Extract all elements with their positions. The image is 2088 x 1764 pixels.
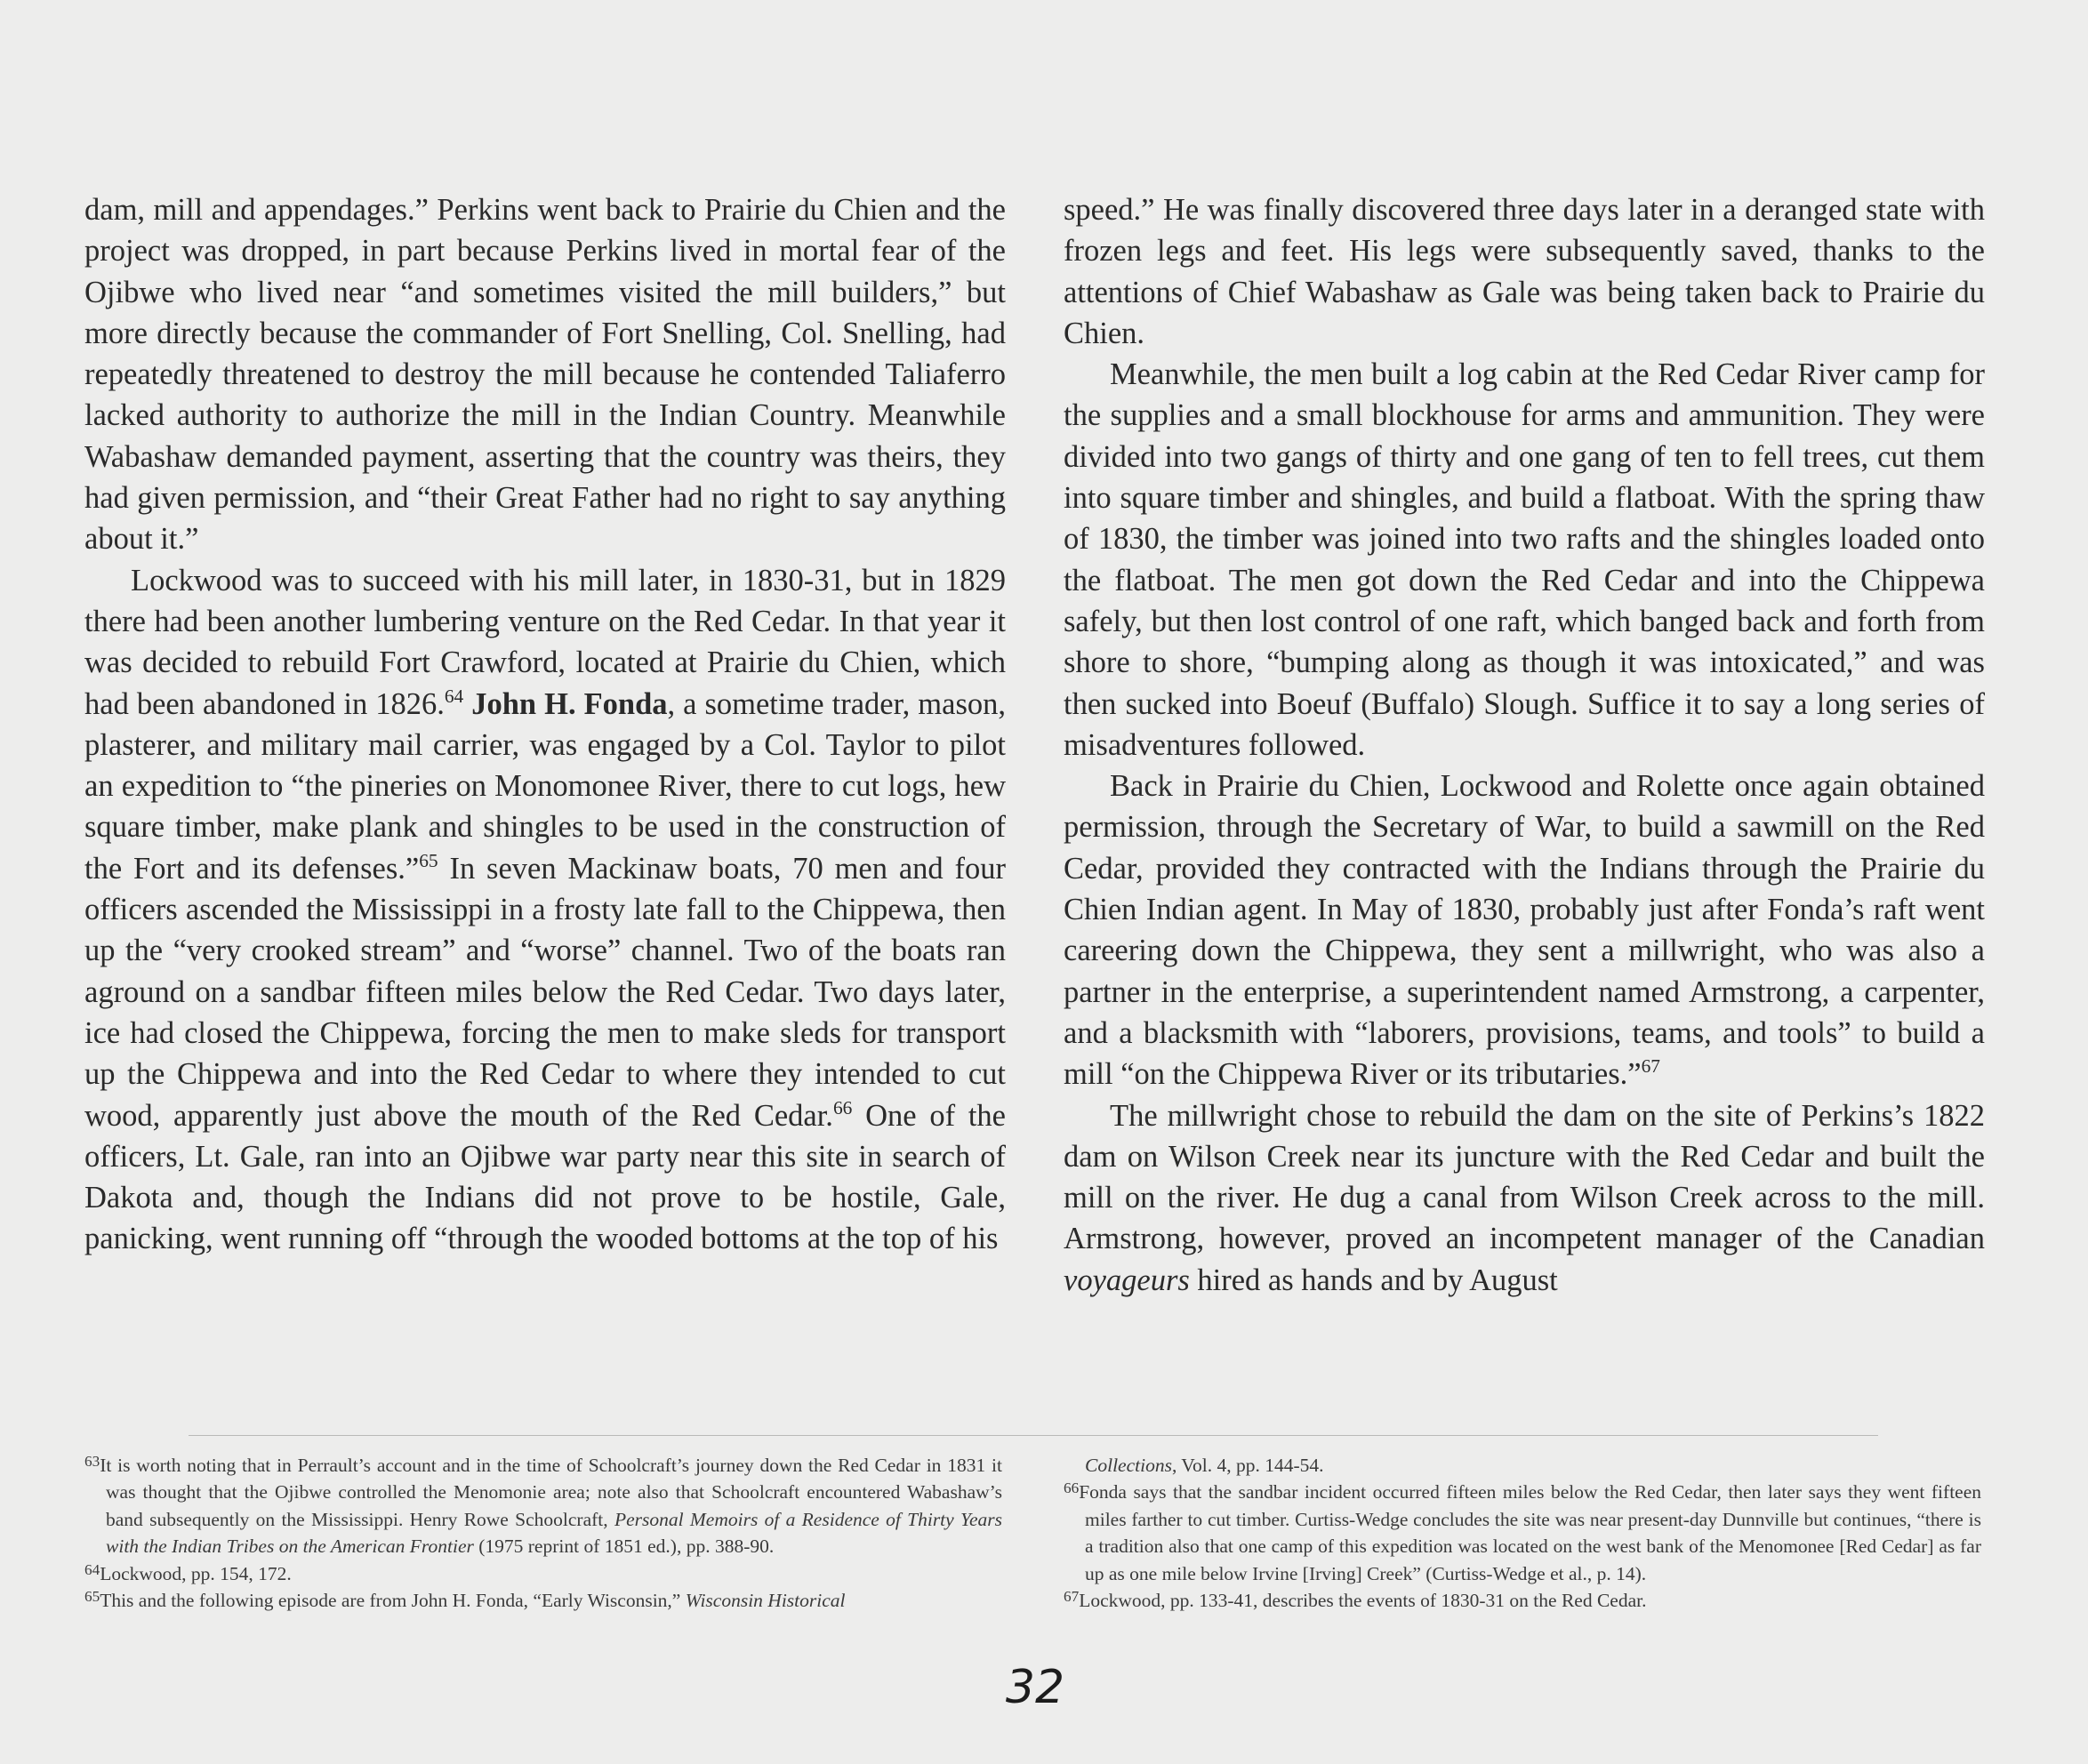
footnote-text: , Vol. 4, pp. 144-54. xyxy=(1171,1455,1324,1476)
paragraph-text: Back in Prairie du Chien, Lockwood and Rolette once again obtained permission, through the Secretary of War, to build a sawmill on the Red Cedar, provided they contracted with the Indians through the Prairie du Chien Indian agent. In May of 1830, probably just after Fonda’s raft went careering down the Chippewa, they sent a millwright, who was also a partner in the enterprise, a superintendent named Armstrong, a carpenter, and a blacksmith with “laborers, provisions, teams, and tools” to build a mill “on the Chippewa River or its tributaries.” xyxy=(1064,769,1985,1092)
italic-term: voyageurs xyxy=(1064,1263,1190,1297)
footnote-number: 63 xyxy=(84,1452,100,1470)
footnote-number: 65 xyxy=(84,1588,100,1606)
paragraph-text: One of the officers, Lt. Gale, ran into an Ojibwe war party near this site in search of Dakota and, though the Indians did not prove to be hostile, Gale, panicking, went running off “through the wooded bottoms at the top of his xyxy=(84,1098,1006,1256)
footnote-reference: 65 xyxy=(419,849,438,871)
paragraph-text: Lockwood was to succeed with his mill later, in 1830-31, but in 1829 there had been another lumbering venture on the Red Cedar. In that year it was decided to rebuild Fort Crawford, located at Prairie du Chien, which had been abandoned in 1826. xyxy=(84,563,1006,721)
footnote-reference: 64 xyxy=(444,685,464,707)
paragraph-text: In seven Mackinaw boats, 70 men and four officers ascended the Mississippi in a frosty late fall to the Chippewa, then up the “very crooked stream” and “worse” channel. Two of the boats ran aground on a sandbar fifteen miles below the Red Cedar. Two days later, ice had closed the Chippewa, forcing the men to make sleds for transport up the Chippewa and into the Red Cedar to where they intended to cut wood, apparently just above the mouth of the Red Cedar. xyxy=(84,851,1006,1133)
right-text-column xyxy=(1064,189,1985,1301)
body-paragraph: dam, mill and appendages.” Perkins went back to Prairie du Chien and the project was dropped, in part because Perkins lived in mortal fear of the Ojibwe who lived near “and sometimes visited the mill builders,” but more directly because the commander of Fort Snelling, Col. Snelling, had repeatedly threatened to destroy the mill because he contended Taliaferro lacked authority to authorize the mill in the Indian Country. Meanwhile Wabashaw demanded payment, asserting that the country was theirs, they had given permission, and “their Great Father had no right to say anything about it.” xyxy=(84,193,1006,557)
footnotes-left xyxy=(84,1452,1002,1614)
footnote-64 xyxy=(84,1560,1002,1587)
footnote-text: This and the following episode are from John H. Fonda, “Early Wisconsin,” xyxy=(100,1590,686,1612)
footnote-title: Collections xyxy=(1085,1455,1172,1476)
paragraph-text: hired as hands and by August xyxy=(1189,1263,1558,1297)
body-paragraph xyxy=(1064,766,1985,1094)
paragraph-text: The millwright chose to rebuild the dam on the site of Perkins’s 1822 dam on Wilson Creek near its juncture with the Red Cedar and built the mill on the river. He dug a canal from Wilson Creek across to the mill. Armstrong, however, proved an incompetent manager of the Canadian xyxy=(1064,1098,1985,1256)
footnote-title: Wisconsin Historical xyxy=(685,1590,846,1612)
footnote-63 xyxy=(84,1452,1002,1560)
body-paragraph xyxy=(84,560,1006,1260)
footnote-text: It is worth noting that in Perrault’s account and in the time of Schoolcraft’s journey down the Red Cedar in 1831 it was thought that the Ojibwe controlled the Menomonie area; note also that Schoolcraft encountered Wabashaw’s band subsequently on the Mississippi. Henry Rowe Schoolcraft, xyxy=(100,1455,1002,1530)
footnote-reference: 66 xyxy=(832,1096,853,1119)
body-paragraph xyxy=(1064,1095,1985,1301)
footnote-title: Personal Memoirs of a Residence of Thirty Years with the Indian Tribes on the American Frontier xyxy=(106,1508,1003,1558)
footnote-text: Lockwood, pp. 154, 172. xyxy=(100,1562,292,1584)
footnote-65 xyxy=(84,1587,1002,1614)
body-paragraph: Meanwhile, the men built a log cabin at the Red Cedar River camp for the supplies and a small blockhouse for arms and ammunition. They were divided into two gangs of thirty and one gang of ten to fell trees, cut them into square timber and shingles, and build a flatboat. With the spring thaw of 1830, the timber was joined into two rafts and the shingles loaded onto the flatboat. The men got down the Red Cedar and into the Chippewa safely, but then lost control of one raft, which banged back and forth from shore to shore, “bumping along as though it was intoxicated,” and was then sucked into Boeuf (Buffalo) Slough. Suffice it to say a long series of misadventures followed. xyxy=(1064,357,1985,762)
footnote-65-continued xyxy=(1064,1452,1981,1479)
paragraph-text: , a sometime trader, mason, plasterer, and military mail carrier, was engaged by a Col. Taylor to pilot an expedition to “the pineries on Monomonee River, there to cut logs, hew square timber, make plank and shingles to be used in the construction of the Fort and its defenses.” xyxy=(84,686,1006,886)
footnote-number: 64 xyxy=(84,1560,100,1578)
footnote-text: Lockwood, pp. 133-41, describes the events of 1830-31 on the Red Cedar. xyxy=(1079,1590,1647,1612)
page-number: 32 xyxy=(1005,1661,1065,1714)
footnote-text: (1975 reprint of 1851 ed.), pp. 388-90. xyxy=(473,1535,775,1558)
footnote-text: Fonda says that the sandbar incident occurred fifteen miles below the Red Cedar, then later says they went fifteen miles farther to cut timber. Curtiss-Wedge concludes the site was near present-day Dunnville but continues, “there is a tradition also that one camp of this expedition was located on the west bank of the Menomonee [Red Cedar] as far up as one mile below Irvine [Irving] Creek” (Curtiss-Wedge et al., p. 14). xyxy=(1079,1481,1981,1584)
footnotes-right xyxy=(1064,1452,1981,1614)
footnote-66 xyxy=(1064,1479,1981,1587)
left-text-column xyxy=(84,189,1006,1260)
bold-name: John H. Fonda xyxy=(471,686,668,721)
footnote-reference: 67 xyxy=(1641,1054,1660,1077)
body-paragraph: speed.” He was finally discovered three days later in a deranged state with frozen legs and feet. His legs were subsequently saved, thanks to the attentions of Chief Wabashaw as Gale was being taken back to Prairie du Chien. xyxy=(1064,193,1985,350)
footnote-67 xyxy=(1064,1587,1981,1614)
footnote-divider xyxy=(189,1435,1878,1436)
footnote-number: 67 xyxy=(1064,1588,1080,1606)
footnote-number: 66 xyxy=(1064,1479,1080,1497)
